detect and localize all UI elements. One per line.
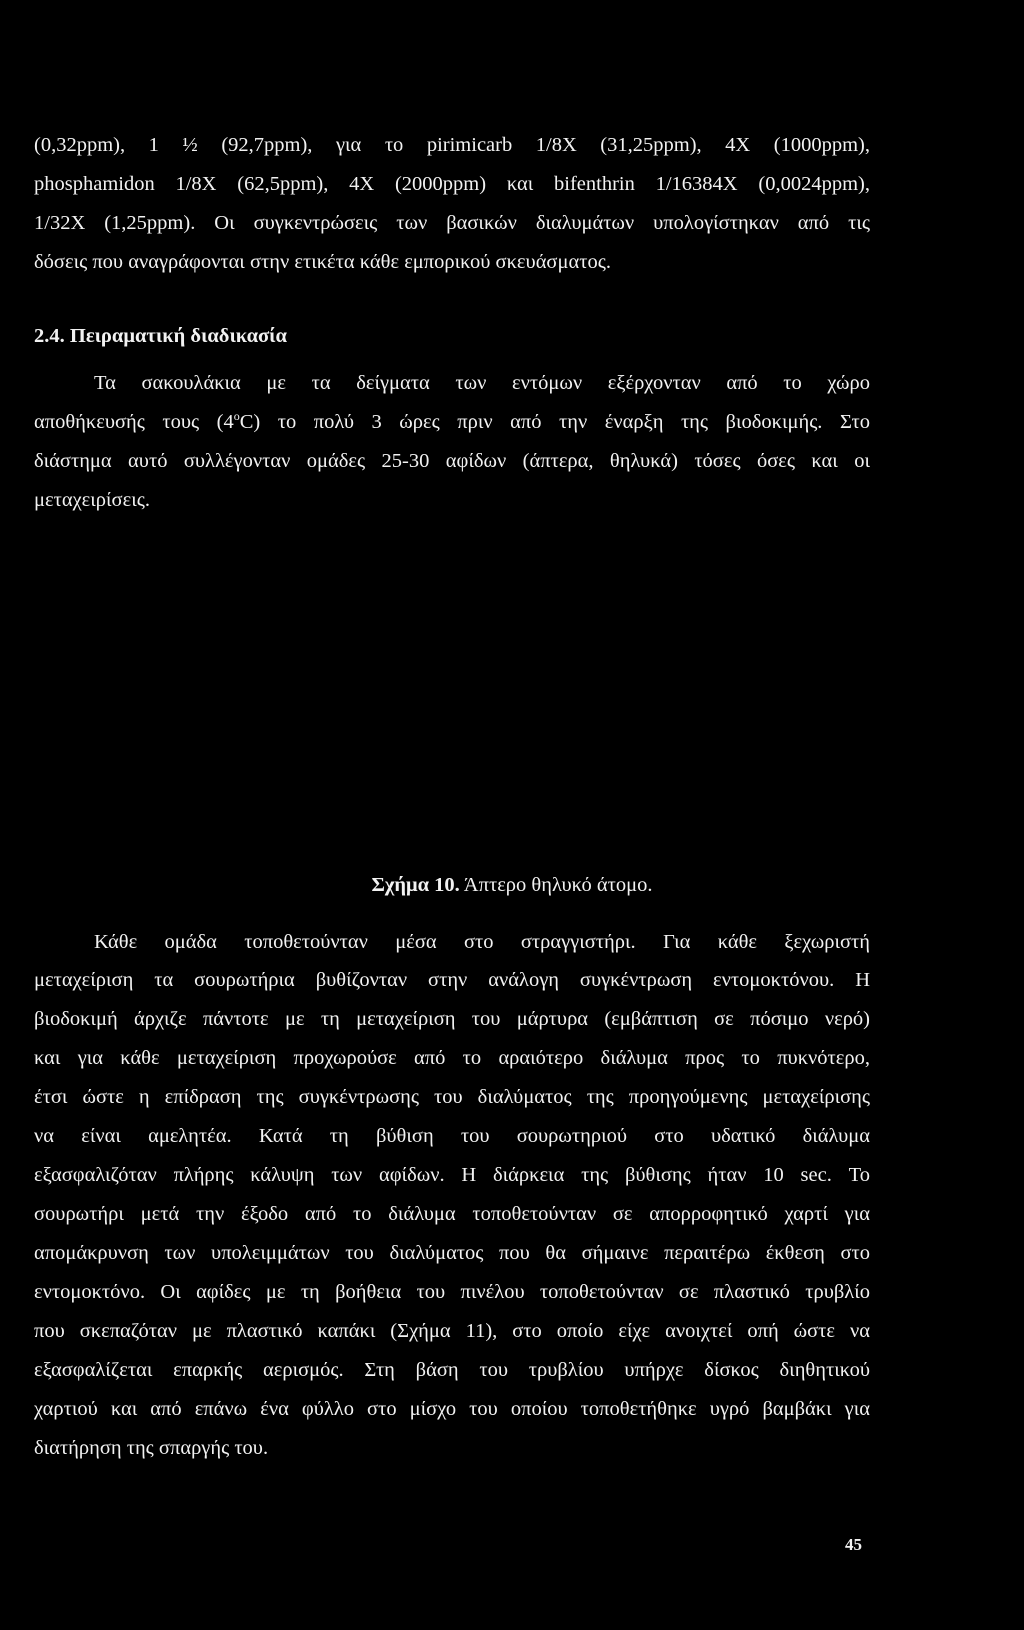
- figure-image: [34, 525, 870, 855]
- page-number: 45: [845, 1535, 862, 1554]
- text-line: 1/32X (1,25ppm). Οι συγκεντρώσεις των βασικών διαλυμάτων υπολογίστηκαν από τις: [34, 212, 870, 234]
- text-line: εξασφαλίζεται επαρκής αερισμός. Στη βάση του τρυβλίου υπήρχε δίσκος διηθητικού: [34, 1359, 870, 1381]
- text-line: σουρωτήρι μετά την έξοδο από το διάλυμα τοποθετούνταν σε απορροφητικό χαρτί για: [34, 1203, 870, 1225]
- text-line: έτσι ώστε η επίδραση της συγκέντρωσης του διαλύματος της προηγούμενης μεταχείρισης: [34, 1086, 870, 1108]
- figure-caption: [0, 872, 1024, 898]
- text-fragment: αποθήκευσής τους (4: [34, 411, 234, 433]
- text-line: [34, 409, 870, 435]
- text-line: (0,32ppm), 1 ½ (92,7ppm), για το pirimicarb 1/8X (31,25ppm), 4X (1000ppm),: [34, 134, 870, 156]
- text-line: διάστημα αυτό συλλέγονταν ομάδες 25-30 αφίδων (άπτερα, θηλυκά) τόσες όσες και οι: [34, 450, 870, 472]
- text-line: phosphamidon 1/8X (62,5ppm), 4X (2000ppm) και bifenthrin 1/16384X (0,0024ppm),: [34, 173, 870, 195]
- figure-label: Σχήμα 10.: [371, 874, 460, 896]
- figure-caption-text: Άπτερο θηλυκό άτομο.: [463, 874, 653, 896]
- text-line: απομάκρυνση των υπολειμμάτων του διαλύματος που θα σήμαινε περαιτέρω έκθεση στο: [34, 1242, 870, 1264]
- text-line: και για κάθε μεταχείριση προχωρούσε από το αραιότερο διάλυμα προς το πυκνότερο,: [34, 1047, 870, 1069]
- text-line: βιοδοκιμή άρχιζε πάντοτε με τη μεταχείριση του μάρτυρα (εμβάπτιση σε πόσιμο νερό): [34, 1008, 870, 1030]
- text-line: Κάθε ομάδα τοποθετούνταν μέσα στο στραγγιστήρι. Για κάθε ξεχωριστή: [94, 931, 870, 953]
- text-line: που σκεπαζόταν με πλαστικό καπάκι (Σχήμα 11), στο οποίο είχε ανοιχτεί οπή ώστε να: [34, 1320, 870, 1342]
- text-fragment: C) το πολύ 3 ώρες πριν από την έναρξη της βιοδοκιμής. Στο: [239, 411, 870, 433]
- section-number: 2.4.: [34, 325, 65, 347]
- text-line: διατήρηση της σπαργής του.: [34, 1437, 269, 1459]
- section-heading: [34, 323, 870, 349]
- text-line: μεταχειρίσεις.: [34, 489, 150, 511]
- text-line: να είναι αμελητέα. Κατά τη βύθιση του σουρωτηριού στο υδατικό διάλυμα: [34, 1125, 870, 1147]
- text-line: χαρτιού και από επάνω ένα φύλλο στο μίσχο του οποίου τοποθετήθηκε υγρό βαμβάκι για: [34, 1398, 870, 1420]
- text-line: δόσεις που αναγράφονται στην ετικέτα κάθε εμπορικού σκευάσματος.: [34, 251, 611, 273]
- text-line: Τα σακουλάκια με τα δείγματα των εντόμων εξέρχονταν από το χώρο: [94, 372, 870, 394]
- text-line: μεταχείριση τα σουρωτήρια βυθίζονταν στην ανάλογη συγκέντρωση εντομοκτόνου. Η: [34, 969, 870, 991]
- text-line: εντομοκτόνο. Οι αφίδες με τη βοήθεια του πινέλου τοποθετούνταν σε πλαστικό τρυβλίο: [34, 1281, 870, 1303]
- text-line: εξασφαλιζόταν πλήρης κάλυψη των αφίδων. Η διάρκεια της βύθισης ήταν 10 sec. Το: [34, 1164, 870, 1186]
- superscript-degree: ο: [233, 409, 240, 424]
- section-title: Πειραματική διαδικασία: [69, 325, 287, 347]
